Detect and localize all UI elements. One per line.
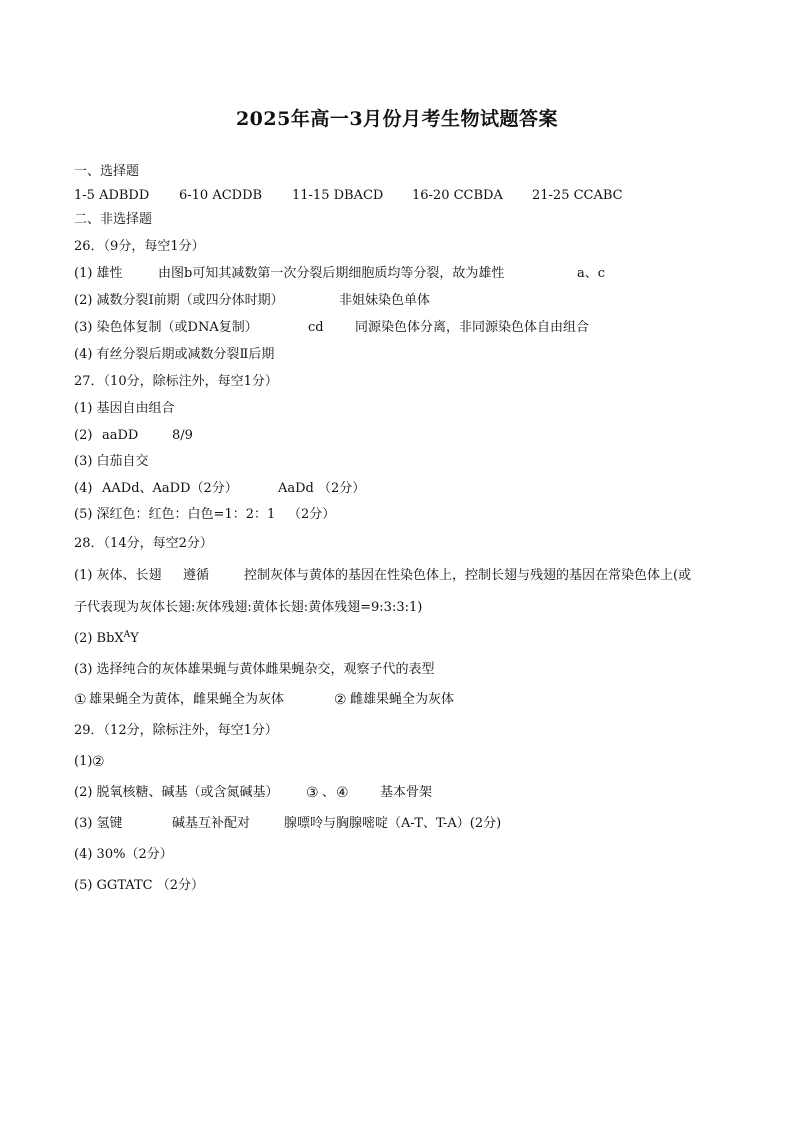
q26-1-answer: (1) 雄性 — [74, 266, 123, 281]
circled-number-4: ④ — [336, 785, 349, 801]
q26-line-3 — [74, 319, 734, 337]
section-heading-nonchoice: 二、非选择题 — [74, 212, 153, 227]
q29-line-2 — [74, 784, 734, 802]
q28-line-1 — [74, 567, 734, 585]
q29-2-extra: 基本骨架 — [380, 785, 433, 800]
q28-2-text: (2) BbX — [74, 631, 124, 646]
q26-1-extra: a、c — [577, 266, 606, 281]
q28-line-1-cont: 子代表现为灰体长翅:灰体残翅:黄体长翅:黄体残翅=9:3:3:1) — [74, 600, 423, 615]
q27-4-num: (4) — [74, 481, 93, 496]
q28-1-explain: 控制灰体与黄体的基因在性染色体上，控制长翅与残翅的基因在常染色体上(或 — [244, 568, 692, 583]
choice-answer: 1-5 ADBDD — [74, 188, 150, 203]
q28-4-answer-a: 雄果蝇全为黄体，雌果蝇全为灰体 — [89, 692, 285, 707]
q29-3-answer: (3) 氢键 — [74, 816, 123, 831]
circled-number-3: ③ — [306, 785, 319, 801]
q29-3-explain: 腺嘌呤与胸腺嘧啶（A-T、T-A）(2分) — [284, 816, 502, 831]
page-title: 2025年高一3月份月考生物试题答案 — [235, 108, 559, 130]
q26-header: 26．（9分，每空1分） — [74, 239, 205, 254]
q27-line-4 — [74, 480, 734, 498]
q27-line-5 — [74, 506, 734, 524]
q29-header: 29．（12分，除标注外，每空1分） — [74, 723, 278, 738]
q27-line-2 — [74, 427, 734, 445]
q26-2-answer: (2) 减数分裂Ⅰ前期（或四分体时期） — [74, 293, 284, 308]
q28-header: 28．（14分，每空2分） — [74, 536, 213, 551]
q27-2-answer: aaDD — [102, 428, 139, 443]
q29-3-extra: 碱基互补配对 — [172, 816, 251, 831]
q27-4-extra: AaDd （2分） — [278, 481, 366, 496]
choice-answer: 6-10 ACDDB — [179, 188, 263, 203]
q28-2-superscript: A — [123, 630, 131, 640]
q26-line-1 — [74, 265, 734, 283]
q28-1-extra: 遵循 — [183, 568, 210, 583]
q27-line-1: (1) 基因自由组合 — [74, 401, 175, 416]
q28-4-answer-b: 雌雄果蝇全为灰体 — [350, 692, 455, 707]
q29-line-1 — [74, 753, 734, 771]
q29-1-num: (1) — [74, 754, 93, 769]
q27-2-num: (2) — [74, 428, 93, 443]
q29-line-4: (4) 30%（2分） — [74, 847, 173, 862]
q29-2-separator: 、 — [322, 785, 336, 800]
q27-2-extra: 8/9 — [172, 428, 193, 443]
q28-line-4 — [74, 691, 734, 709]
circled-number-2: ② — [92, 754, 105, 770]
choice-answers-row — [74, 187, 714, 205]
q26-3-extra: cd — [308, 320, 324, 335]
q26-3-answer: (3) 染色体复制（或DNA复制） — [74, 320, 258, 335]
choice-answer: 16-20 CCBDA — [412, 188, 503, 203]
q28-line-3: (3) 选择纯合的灰体雄果蝇与黄体雌果蝇杂交，观察子代的表型 — [74, 662, 435, 677]
q26-1-explain: 由图b可知其减数第一次分裂后期细胞质均等分裂，故为雄性 — [158, 266, 505, 281]
q29-line-3 — [74, 815, 734, 833]
q27-4-answer: AADd、AaDD（2分） — [102, 481, 238, 496]
q26-line-4: (4) 有丝分裂后期或减数分裂Ⅱ后期 — [74, 347, 275, 362]
q26-line-2 — [74, 292, 734, 310]
circled-number-2: ② — [334, 692, 347, 708]
circled-number-1: ① — [74, 692, 87, 708]
q26-2-extra: 非姐妹染色单体 — [339, 293, 431, 308]
section-heading-choice: 一、选择题 — [74, 164, 140, 179]
q28-1-answer: (1) 灰体、长翅 — [74, 568, 162, 583]
choice-answer: 11-15 DBACD — [292, 188, 384, 203]
q28-2-text-end: Y — [130, 631, 139, 646]
q28-line-2 — [74, 630, 139, 648]
q27-line-3: (3) 白茄自交 — [74, 454, 149, 469]
q29-2-answer: (2) 脱氧核糖、碱基（或含氮碱基） — [74, 785, 279, 800]
q26-3-explain: 同源染色体分离，非同源染色体自由组合 — [355, 320, 590, 335]
q27-header: 27．（10分，除标注外，每空1分） — [74, 374, 278, 389]
choice-answer: 21-25 CCABC — [532, 188, 623, 203]
q27-5-score: （2分） — [288, 507, 336, 522]
q27-5-answer: (5) 深红色：红色：白色=1：2：1 — [74, 507, 276, 522]
q29-line-5: (5) GGTATC （2分） — [74, 878, 204, 893]
